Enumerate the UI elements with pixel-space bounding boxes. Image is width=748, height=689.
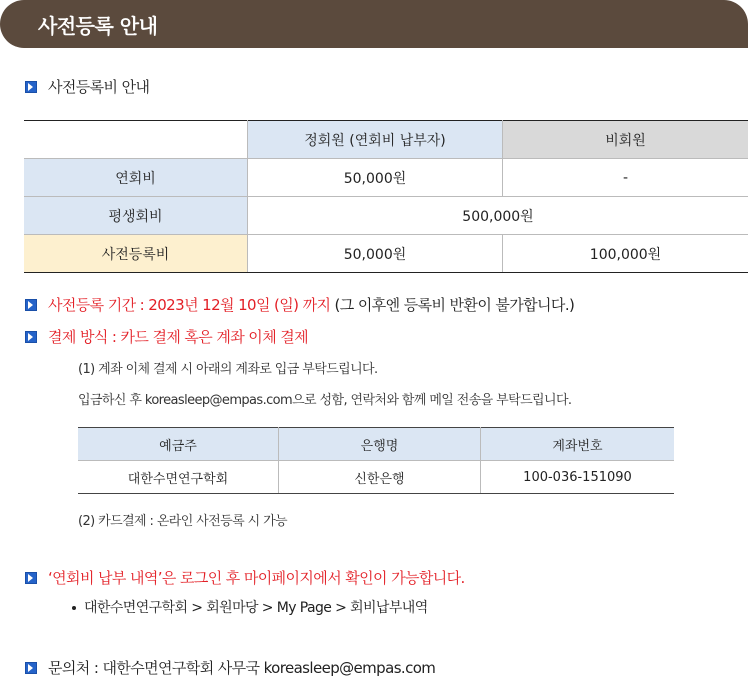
bullet-arrow-icon: [25, 662, 37, 674]
bank-table: [78, 427, 674, 494]
period-note: (그 이후엔 등록비 반환이 불가합니다.): [334, 296, 575, 314]
bullet-arrow-icon: [25, 572, 37, 584]
page-header: [0, 0, 748, 48]
bank-name: 신한은행: [279, 461, 481, 494]
payment-line-3: (2) 카드결제 : 온라인 사전등록 시 가능: [78, 514, 288, 529]
payment-line-2: 입금하신 후 koreasleep@empas.com으로 성함, 연락처와 함께 메일 전송을 부탁드립니다.: [78, 393, 572, 408]
fee-table: [24, 120, 748, 273]
table-header-member: 정회원 (연회비 납부자): [248, 121, 503, 159]
list-bullet-dot: [72, 606, 76, 610]
table-row: [78, 461, 674, 494]
payment-title: 결제 방식 : 카드 결제 혹은 계좌 이체 결제: [48, 328, 309, 346]
bank-header-holder: 예금주: [78, 428, 279, 461]
contact-text: 문의처 : 대한수면연구학회 사무국 koreasleep@empas.com: [48, 659, 436, 677]
cell-combined: 500,000원: [248, 197, 748, 235]
table-header-row: [78, 428, 674, 461]
table-header-row: [24, 121, 748, 159]
row-label: 평생회비: [24, 197, 248, 235]
bank-header-account: 계좌번호: [481, 428, 675, 461]
table-row: [24, 235, 748, 273]
fee-section-title: 사전등록비 안내: [48, 78, 150, 96]
bank-header-bank: 은행명: [279, 428, 481, 461]
bank-account: 100-036-151090: [481, 461, 675, 494]
bullet-arrow-icon: [25, 331, 37, 343]
bank-holder: 대한수면연구학회: [78, 461, 279, 494]
bullet-arrow-icon: [25, 299, 37, 311]
cell-nonmember: -: [503, 159, 748, 197]
cell-nonmember: 100,000원: [503, 235, 748, 273]
table-header-empty: [24, 121, 248, 159]
cell-member: 50,000원: [248, 235, 503, 273]
cell-member: 50,000원: [248, 159, 503, 197]
table-row: [24, 159, 748, 197]
bullet-arrow-icon: [25, 81, 37, 93]
row-label: 사전등록비: [24, 235, 248, 273]
table-row: [24, 197, 748, 235]
history-path: 대한수면연구학회 > 회원마당 > My Page > 회비납부내역: [84, 600, 428, 616]
row-label: 연회비: [24, 159, 248, 197]
history-title: ‘연회비 납부 내역’은 로그인 후 마이페이지에서 확인이 가능합니다.: [48, 569, 465, 587]
table-header-nonmember: 비회원: [503, 121, 748, 159]
payment-line-1: (1) 계좌 이체 결제 시 아래의 계좌로 입금 부탁드립니다.: [78, 362, 378, 377]
page-title: 사전등록 안내: [38, 14, 158, 38]
period-line: [48, 294, 574, 315]
period-red-text: 사전등록 기간 : 2023년 12월 10일 (일) 까지: [48, 296, 331, 314]
